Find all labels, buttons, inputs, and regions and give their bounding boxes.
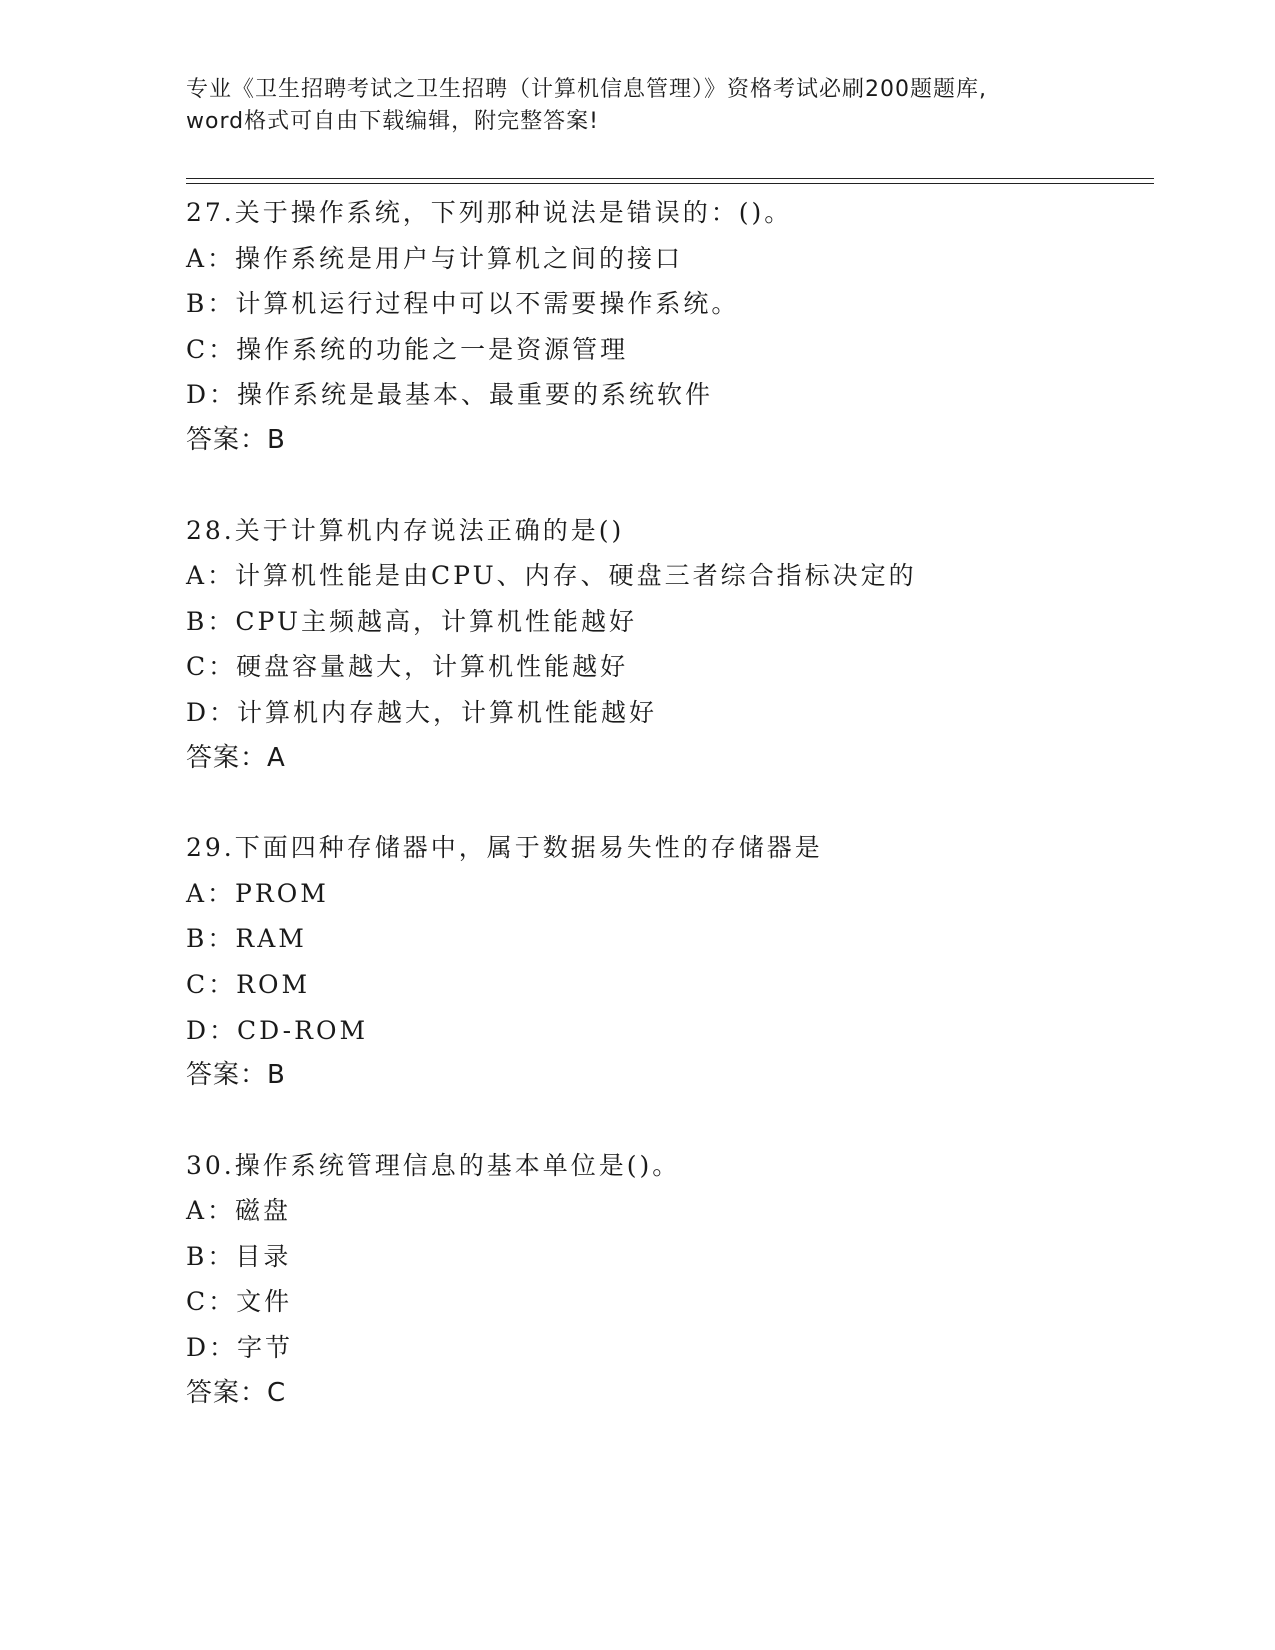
header-divider-top — [186, 178, 1154, 179]
header-subtitle-line: word格式可自由下载编辑，附完整答案! — [186, 109, 599, 134]
option-c: C：文件 — [186, 1287, 293, 1317]
question-30 — [186, 1143, 1126, 1417]
question-stem: 30.操作系统管理信息的基本单位是()。 — [186, 1150, 681, 1180]
option-d: D：计算机内存越大，计算机性能越好 — [186, 697, 658, 727]
question-list — [186, 190, 1126, 1416]
option-a: A：操作系统是用户与计算机之间的接口 — [186, 243, 684, 273]
option-a: A：计算机性能是由CPU、内存、硬盘三者综合指标决定的 — [186, 561, 917, 591]
answer-line: 答案：C — [186, 1377, 287, 1408]
answer-line: 答案：A — [186, 742, 286, 773]
option-a: A：PROM — [186, 878, 329, 908]
question-stem: 27.关于操作系统，下列那种说法是错误的：()。 — [186, 198, 793, 227]
header-divider-bottom — [186, 183, 1154, 184]
option-b: B：计算机运行过程中可以不需要操作系统。 — [186, 289, 740, 319]
question-27 — [186, 190, 1126, 464]
question-stem: 29.下面四种存储器中，属于数据易失性的存储器是 — [186, 833, 823, 863]
option-a: A：磁盘 — [186, 1196, 292, 1226]
option-b: B：目录 — [186, 1241, 292, 1271]
option-d: D：字节 — [186, 1333, 294, 1363]
answer-line: 答案：B — [186, 424, 286, 455]
option-d: D：操作系统是最基本、最重要的系统软件 — [186, 380, 714, 410]
option-d: D：CD-ROM — [186, 1015, 369, 1045]
option-b: B：CPU主频越高，计算机性能越好 — [186, 606, 637, 636]
question-29 — [186, 825, 1126, 1099]
option-c: C：硬盘容量越大，计算机性能越好 — [186, 652, 629, 682]
option-b: B：RAM — [186, 924, 307, 954]
question-28 — [186, 508, 1126, 782]
answer-line: 答案：B — [186, 1060, 286, 1091]
header-title-line: 专业《卫生招聘考试之卫生招聘（计算机信息管理）》资格考试必刷200题题库, — [186, 77, 987, 102]
option-c: C：ROM — [186, 969, 311, 999]
document-header — [186, 74, 1086, 138]
option-c: C：操作系统的功能之一是资源管理 — [186, 334, 629, 364]
question-stem: 28.关于计算机内存说法正确的是() — [186, 515, 625, 545]
